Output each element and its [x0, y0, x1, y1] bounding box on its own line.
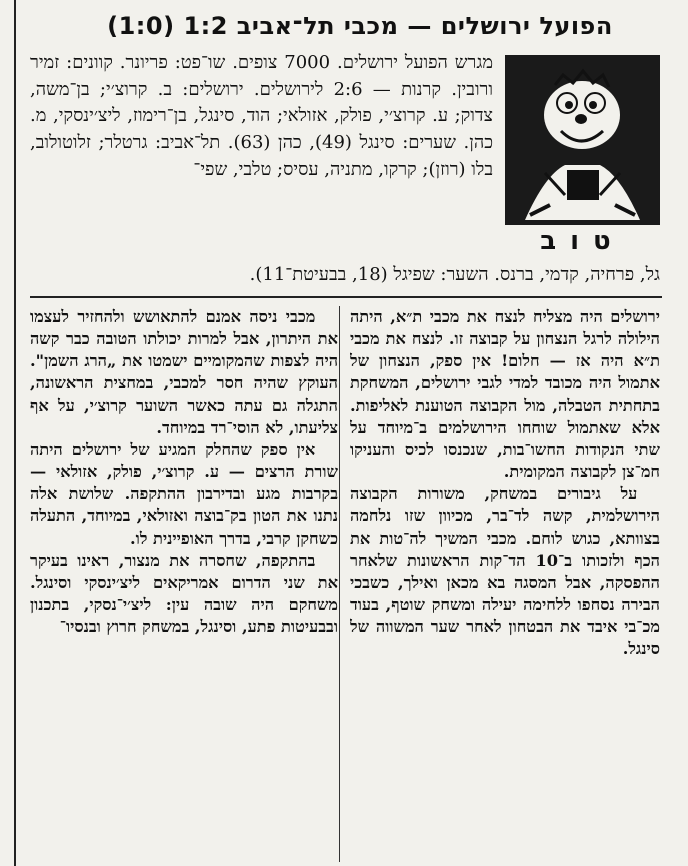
article-column-left — [30, 306, 338, 862]
paragraph: על גיבורים במשחק, משורות הקבוצה הירושלמית, קשה לד־בר, מכיוון שזו נלחמה בצוותא, כגוש לוחם. מכבי המשיך לה־טות את הכף ולזכותו ב־10 הד־קות הראשונות שלאחר ההפסקה, אבל המסגה בא מכאן ואילך, כשבכי הבירה נסחפו ללחימה יעילה ומשחק שוטף, בעוד מכ־בי איבד את הבטחון לאחר שער המשווה של סינגל. — [350, 484, 660, 659]
left-border-rule — [14, 0, 16, 866]
match-details-text: מגרש הפועל ירושלים. 7000 צופים. שו־פט: פריונר. קוונים: זמיר ורובין. קרנות — 2:6 לירושלים. ירושלים: ב. קרוצ׳י; בן־משה, צדוק; ע. קרוצ׳י, פולק, אזולאי; הוד, סינגל, בן־רימוז, ליצ׳ינסקי, מ. כהן. שערים: סינגל (49), כהן (63). תל־אביב: גרטלר; זלוטולוב, בלו (רוזן); קרקו, מתניה, עסיס; טלבי, שפי־ — [30, 52, 493, 180]
cartoon-caption: טוב — [540, 226, 625, 256]
paragraph: אין ספק שהחלק המגיע של ירושלים היתה שורת הרצים — ע. קרוצ׳י, פולק, אזולאי — בקרבות מגע ובדירבון ההתקפה. שלושת אלה נתנו את הטון בק־בוצה ואזולאי, במיוחד, התעלה כשחקן קרבי, בדרך האופיינית לו. — [30, 439, 338, 548]
article-column-right — [350, 306, 660, 862]
match-details — [30, 50, 493, 184]
match-headline: הפועל ירושלים — מכבי תל־אביב 1:2 (1:0) — [107, 12, 613, 40]
match-details-tail: גל, פרחיה, קדמי, ברנס. השער: שפיגל (18, בבעיטת־11). — [249, 264, 660, 285]
section-divider — [30, 296, 662, 298]
paragraph: ירושלים היה מצליח לנצח את מכבי ת״א, היתה הילולה לרגל הנצחון על קבוצה זו. לנצח את מכבי ת״א היה אז — חלום! אין ספק, הנצחון של אתמול היה מכובד למדי לגבי ירושלים, המשחקת בתחתית הטבלה, מול הקבוצה הטוענת לאליפות. אלא שאתמול שוחחו הירושלמים ב־מיוחד על שתי הנקודות החשו־בות, שנכנסו לכיס והעניקו חמ־צן לקבוצה המקומית. — [350, 307, 660, 482]
column-divider — [339, 306, 340, 862]
paragraph: מכבי ניסה אמנם להתאושש ולהחזיר לעצמו את היתרון, אבל למרות יכולתו הטובה כבר קשה היה לצפות שהמקומיים ישמטו את „הרג השמן". העוקץ שהיה חסר למכבי, במחצית הראשונה, התגלה גם עתה כאשר השוער קרוצ׳י, על אף צליעתו, לא הוסי־רד במיוחד. — [30, 307, 338, 437]
paragraph: בהתקפה, שחסרה את מנצור, ראינו בעיקר את שני הדרום אמריקאים ליצ׳ינסקי וסינגל. משחקם היה שובה עין: ליצ׳י־נסקי, בתכנון ובבעיטות פתע, וסינגל, במשחק חרוץ ובנסיו־ — [30, 550, 338, 637]
